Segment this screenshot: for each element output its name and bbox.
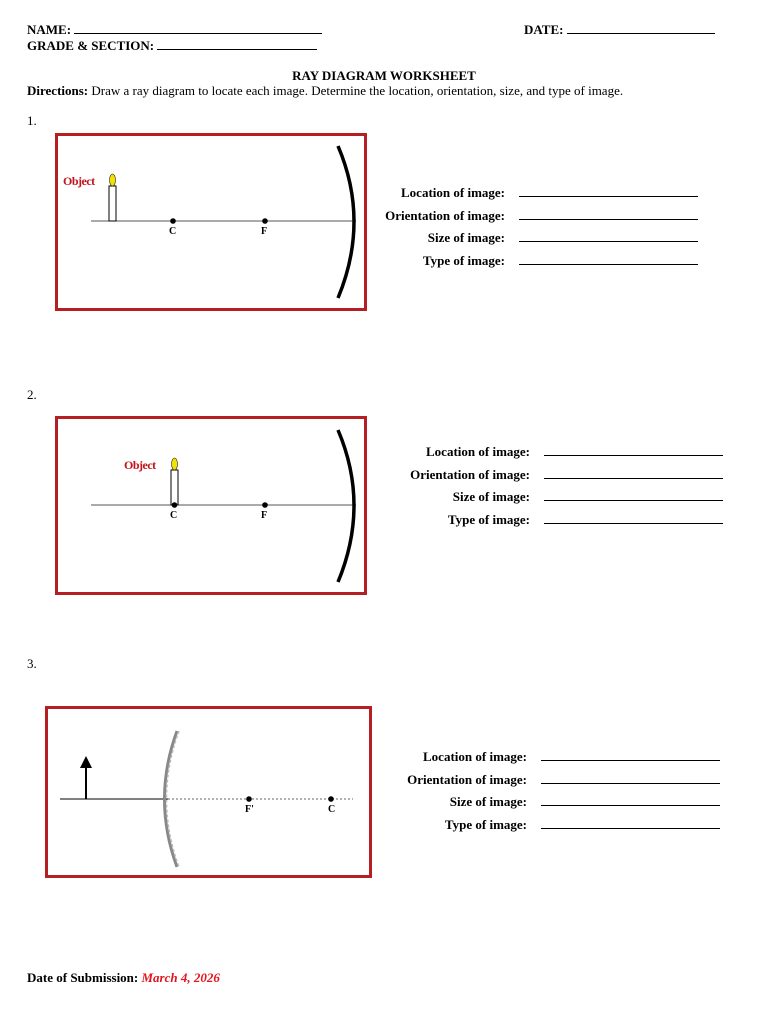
field-label: Type of image:	[422, 253, 505, 269]
field-label: Location of image:	[401, 185, 505, 200]
date-label: DATE:	[524, 22, 564, 37]
answer-blank[interactable]	[544, 444, 723, 456]
field-row[interactable]	[380, 467, 723, 490]
point-f-dot	[262, 218, 268, 224]
object-arrow-icon	[80, 756, 92, 768]
object-label-1: Object	[63, 174, 95, 188]
answer-blank[interactable]	[541, 794, 720, 806]
grade-section-field[interactable]	[27, 38, 317, 54]
flame-icon	[172, 458, 178, 470]
answer-blank[interactable]	[519, 253, 698, 265]
answer-blank[interactable]	[544, 489, 723, 501]
submission-date-label: Date of Submission:	[27, 970, 139, 985]
directions-text: Draw a ray diagram to locate each image. Determine the location, orientation, size, and type of image.	[91, 83, 624, 98]
submission-date-value: March 4, 2026	[141, 970, 220, 985]
field-label: Size of image:	[452, 489, 530, 505]
answer-blank[interactable]	[544, 512, 723, 524]
field-row[interactable]	[355, 185, 698, 208]
concave-mirror-icon	[338, 430, 354, 582]
question-number-2: 2.	[27, 387, 37, 402]
date-blank[interactable]	[567, 22, 715, 34]
directions-label: Directions:	[27, 83, 89, 98]
candle-icon	[109, 186, 116, 221]
submission-date	[27, 970, 220, 986]
concave-mirror-icon	[338, 146, 354, 298]
grade-section-label: GRADE & SECTION:	[27, 38, 155, 53]
name-blank[interactable]	[74, 22, 322, 34]
point-label-f-1: F	[261, 226, 268, 237]
question-number-1: 1.	[27, 113, 37, 128]
field-label: Location of image:	[426, 444, 530, 459]
field-label: Type of image:	[444, 817, 527, 833]
answer-blank[interactable]	[544, 467, 723, 479]
field-label: Orientation of image:	[385, 207, 505, 223]
field-row[interactable]	[380, 489, 723, 512]
field-row[interactable]	[377, 772, 720, 795]
concave-mirror-diagram-2	[58, 419, 364, 592]
convex-mirror-diagram-3	[48, 709, 369, 875]
answer-fields-2	[380, 444, 723, 535]
name-label: NAME:	[27, 22, 72, 37]
concave-mirror-diagram-1	[58, 136, 364, 308]
directions	[27, 83, 747, 99]
field-row[interactable]	[380, 512, 723, 535]
candle-icon	[171, 470, 178, 505]
field-row[interactable]	[377, 817, 720, 840]
point-c-dot	[172, 502, 178, 508]
point-label-c-1: C	[169, 226, 177, 237]
answer-fields-3	[377, 749, 720, 840]
field-label: Orientation of image:	[407, 771, 527, 787]
field-row[interactable]	[355, 230, 698, 253]
flame-icon	[110, 174, 116, 186]
diagram-box-2	[55, 416, 367, 595]
field-row[interactable]	[355, 208, 698, 231]
answer-fields-1	[355, 185, 698, 276]
answer-blank[interactable]	[519, 208, 698, 220]
question-number-3: 3.	[27, 656, 37, 671]
point-label-c-2: C	[170, 510, 178, 521]
grade-section-blank[interactable]	[157, 38, 317, 50]
field-row[interactable]	[377, 749, 720, 772]
answer-blank[interactable]	[541, 749, 720, 761]
date-field[interactable]	[524, 22, 715, 38]
point-label-f-2: F	[261, 510, 268, 521]
point-c-dot	[170, 218, 176, 224]
diagram-box-3	[45, 706, 372, 878]
field-row[interactable]	[380, 444, 723, 467]
answer-blank[interactable]	[519, 230, 698, 242]
diagram-box-1	[55, 133, 367, 311]
field-label: Type of image:	[447, 512, 530, 528]
field-label: Location of image:	[423, 749, 527, 764]
field-label: Size of image:	[449, 794, 527, 810]
field-row[interactable]	[377, 794, 720, 817]
answer-blank[interactable]	[541, 772, 720, 784]
answer-blank[interactable]	[541, 817, 720, 829]
field-row[interactable]	[355, 253, 698, 276]
name-field[interactable]	[27, 22, 322, 38]
answer-blank[interactable]	[519, 185, 698, 197]
point-f-prime-dot	[246, 796, 252, 802]
point-label-f-prime-3: F'	[245, 804, 254, 815]
point-c-dot	[328, 796, 334, 802]
field-label: Orientation of image:	[410, 466, 530, 482]
field-label: Size of image:	[427, 230, 505, 246]
point-label-c-3: C	[328, 804, 336, 815]
object-label-2: Object	[124, 458, 156, 472]
point-f-dot	[262, 502, 268, 508]
worksheet-title: RAY DIAGRAM WORKSHEET	[292, 68, 476, 83]
